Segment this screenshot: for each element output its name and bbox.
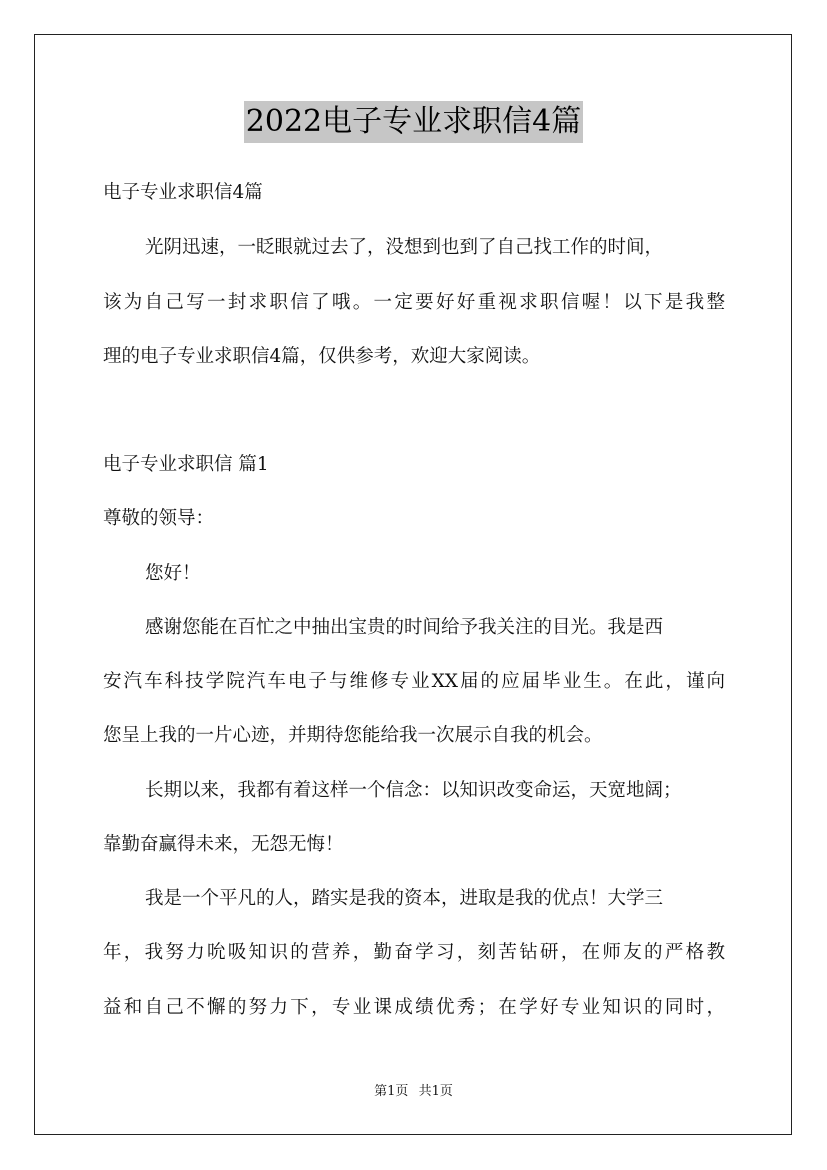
paragraph-line: 您呈上我的一片心迹，并期待您能给我一次展示自我的机会。 xyxy=(103,725,603,746)
paragraph-line: 我是一个平凡的人，踏实是我的资本，进取是我的优点！大学三 xyxy=(145,888,664,909)
document-title: 2022电子专业求职信4篇 xyxy=(244,101,583,143)
page-footer xyxy=(0,1083,827,1101)
title-container xyxy=(0,101,827,143)
paragraph-line: 长期以来，我都有着这样一个信念：以知识改变命运，天宽地阔； xyxy=(145,780,682,801)
section-heading: 电子专业求职信 篇1 xyxy=(103,454,269,475)
paragraph-line: 理的电子专业求职信4篇，仅供参考，欢迎大家阅读。 xyxy=(103,346,541,367)
paragraph-line: 光阴迅速，一眨眼就过去了，没想到也到了自己找工作的时间， xyxy=(145,237,664,258)
salutation: 尊敬的领导： xyxy=(103,508,215,529)
page-total: 共1页 xyxy=(418,1084,453,1099)
paragraph-line: 靠勤奋赢得未来，无怨无悔！ xyxy=(103,834,344,855)
paragraph-line: 年，我努力吮吸知识的营养，勤奋学习，刻苦钻研，在师友的严格教 xyxy=(103,942,725,963)
greeting: 您好！ xyxy=(145,563,201,584)
paragraph-line: 感谢您能在百忙之中抽出宝贵的时间给予我关注的目光。我是西 xyxy=(145,617,664,638)
page-number: 第1页 xyxy=(374,1084,409,1099)
paragraph-line: 益和自己不懈的努力下，专业课成绩优秀；在学好专业知识的同时， xyxy=(103,997,725,1018)
subtitle: 电子专业求职信4篇 xyxy=(103,182,263,203)
paragraph-line: 该为自己写一封求职信了哦。一定要好好重视求职信喔！以下是我整 xyxy=(103,292,725,313)
paragraph-line: 安汽车科技学院汽车电子与维修专业XX届的应届毕业生。在此，谨向 xyxy=(103,671,725,692)
